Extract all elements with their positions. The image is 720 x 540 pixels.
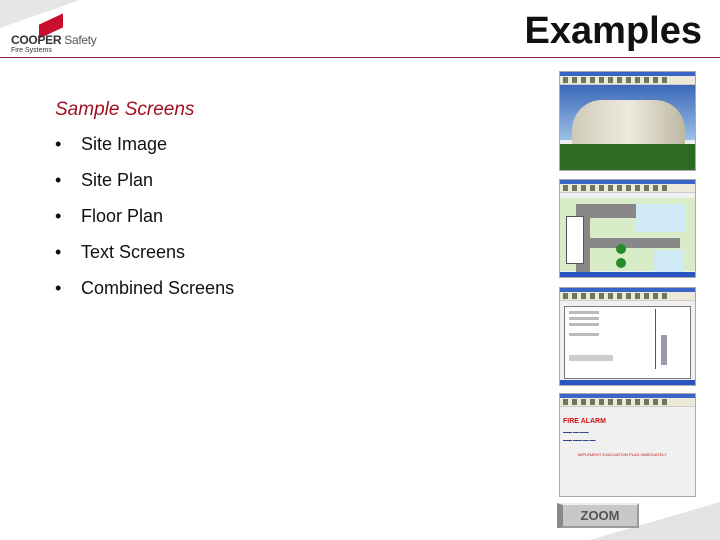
header-divider [0,57,720,58]
bullet-item: • Site Plan [55,170,154,190]
building-image [572,100,685,145]
evacuation-message: IMPLEMENT EVACUATION PLAN IMMEDIATELY [578,452,667,457]
site-image-thumbnail [559,71,696,171]
logo-brand-2: Safety [64,33,97,47]
zoom-button[interactable]: ZOOM [557,503,639,528]
bullet-list [55,134,234,314]
section-heading: Sample Screens [55,99,195,120]
bullet-item: • Combined Screens [55,278,235,298]
logo-brand: COOPER [11,33,62,47]
slide-title: Examples [524,10,702,52]
cooper-logo [11,19,101,55]
fire-alarm-heading: FIRE ALARM [563,418,606,425]
logo-subtitle: Fire Systems [11,47,52,54]
bullet-item: • Site Image [55,134,168,154]
bullet-item: • Floor Plan [55,206,164,226]
text-screen-thumbnail: FIRE ALARM ▬▬▬ ▬▬ ▬▬▬ ▬▬▬ ▬▬▬ ▬▬ ▬▬ IMPLEMENT EVACUATION PLAN IMMEDIATELY [559,393,696,497]
site-plan-thumbnail [559,179,696,278]
floor-plan-thumbnail [559,287,696,386]
bullet-item: • Text Screens [55,242,186,262]
